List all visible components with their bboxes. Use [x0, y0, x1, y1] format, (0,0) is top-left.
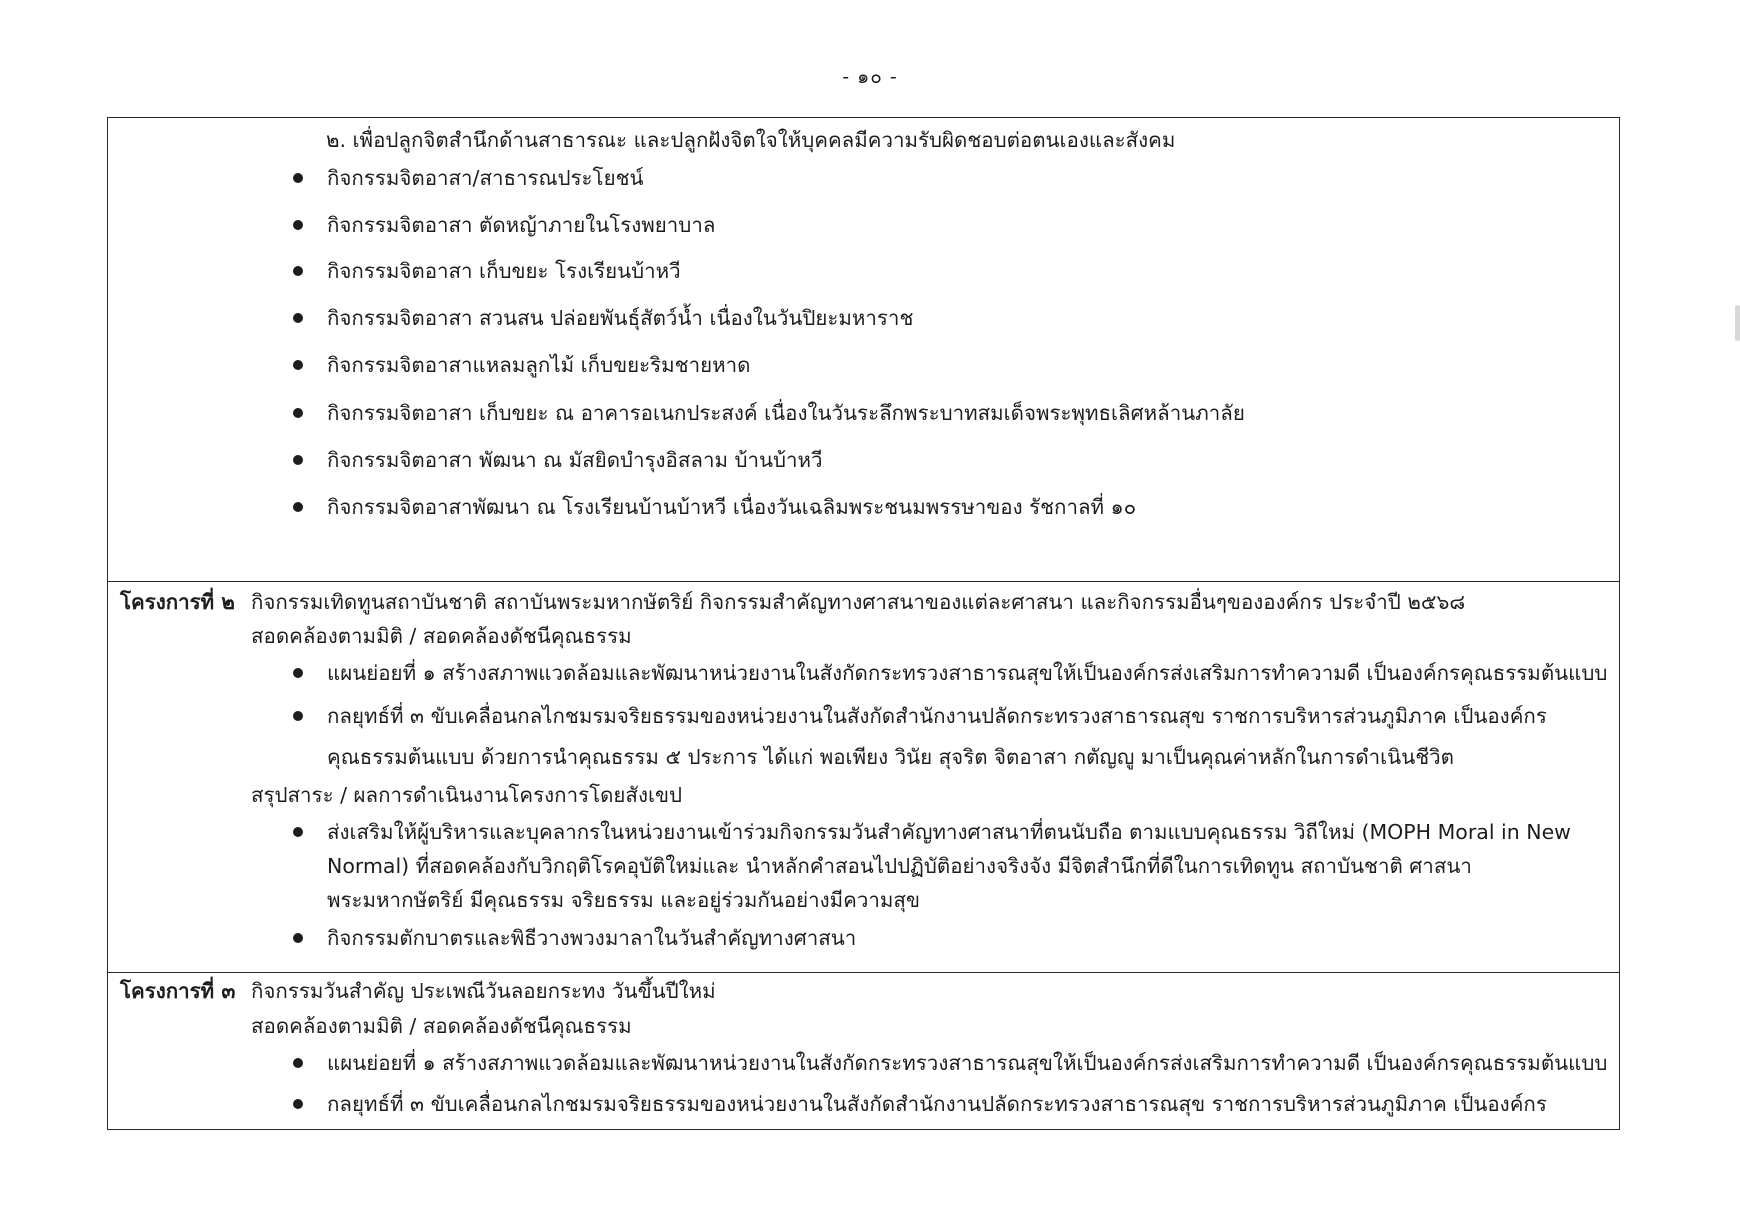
bullet-icon — [293, 933, 303, 943]
project-table — [107, 117, 1620, 1130]
list-item: กิจกรรมจิตอาสาแหลมลูกไม้ เก็บขยะริมชายหาด — [327, 353, 751, 377]
bullet-icon — [293, 455, 303, 465]
summary-heading: สรุปสาระ / ผลการดำเนินงานโครงการโดยสังเขป — [251, 783, 682, 807]
project-1-row — [108, 118, 1619, 581]
list-item: แผนย่อยที่ ๑ สร้างสภาพแวดล้อมและพัฒนาหน่วยงานในสังกัดกระทรวงสาธารณสุขให้เป็นองค์กรส่งเสริมการทำความดี เป็นองค์กรคุณธรรมต้นแบบ — [327, 661, 1608, 685]
project-2-row — [108, 581, 1619, 972]
project-title: กิจกรรมเทิดทูนสถาบันชาติ สถาบันพระมหากษัตริย์ กิจกรรมสำคัญทางศาสนาของแต่ละศาสนา และกิจกรรมอื่นๆขององค์กร ประจำปี ๒๕๖๘ — [251, 590, 1466, 614]
list-item: กลยุทธ์ที่ ๓ ขับเคลื่อนกลไกชมรมจริยธรรมของหน่วยงานในสังกัดสำนักงานปลัดกระทรวงสาธารณสุข ราชการบริหารส่วนภูมิภาค เป็นองค์กร — [327, 1092, 1547, 1116]
list-item-continuation: คุณธรรมต้นแบบ ด้วยการนำคุณธรรม ๕ ประการ ได้แก่ พอเพียง วินัย สุจริต จิตอาสา กตัญญู มาเป็นคุณค่าหลักในการดำเนินชีวิต — [327, 745, 1454, 769]
alignment-heading: สอดคล้องตามมิติ / สอดคล้องดัชนีคุณธรรม — [251, 624, 632, 648]
page-number: - ๑๐ - — [842, 66, 898, 88]
list-item: กิจกรรมจิตอาสา เก็บขยะ ณ อาคารอเนกประสงค์ เนื่องในวันระลึกพระบาทสมเด็จพระพุทธเลิศหล้านภาลัย — [327, 401, 1245, 425]
bullet-icon — [293, 668, 303, 678]
list-item: ส่งเสริมให้ผู้บริหารและบุคลากรในหน่วยงานเข้าร่วมกิจกรรมวันสำคัญทางศาสนาที่ตนนับถือ ตามแบบคุณธรรม วิถีใหม่ (MOPH Moral in New — [327, 820, 1571, 844]
project-label: โครงการที่ ๓ — [120, 979, 236, 1003]
bullet-icon — [293, 1058, 303, 1068]
list-item: กิจกรรมจิตอาสา พัฒนา ณ มัสยิดบำรุงอิสลาม บ้านบ้าหวี — [327, 448, 823, 472]
list-item: กิจกรรมจิตอาสา เก็บขยะ โรงเรียนบ้าหวี — [327, 259, 681, 283]
list-item: กิจกรรมจิตอาสา ตัดหญ้าภายในโรงพยาบาล — [327, 213, 716, 237]
list-item: กิจกรรมจิตอาสาพัฒนา ณ โรงเรียนบ้านบ้าหวี เนื่องวันเฉลิมพระชนมพรรษาของ รัชกาลที่ ๑๐ — [327, 495, 1137, 519]
scan-edge-mark — [1735, 305, 1740, 341]
bullet-icon — [293, 360, 303, 370]
bullet-icon — [293, 502, 303, 512]
bullet-icon — [293, 173, 303, 183]
list-item-continuation: Normal) ที่สอดคล้องกับวิกฤติโรคอุบัติใหม่และ นำหลักคำสอนไปปฏิบัติอย่างจริงจัง มีจิตสำนึกที่ดีในการเทิดทูน สถาบันชาติ ศาสนา — [327, 854, 1472, 878]
project-3-row — [108, 972, 1619, 1129]
bullet-icon — [293, 827, 303, 837]
list-item: กิจกรรมตักบาตรและพิธีวางพวงมาลาในวันสำคัญทางศาสนา — [327, 926, 857, 950]
alignment-heading: สอดคล้องตามมิติ / สอดคล้องดัชนีคุณธรรม — [251, 1014, 632, 1038]
list-item: กิจกรรมจิตอาสา สวนสน ปล่อยพันธุ์สัตว์น้ำ เนื่องในวันปิยะมหาราช — [327, 306, 914, 330]
list-item: กลยุทธ์ที่ ๓ ขับเคลื่อนกลไกชมรมจริยธรรมของหน่วยงานในสังกัดสำนักงานปลัดกระทรวงสาธารณสุข ราชการบริหารส่วนภูมิภาค เป็นองค์กร — [327, 704, 1547, 728]
bullet-icon — [293, 266, 303, 276]
bullet-icon — [293, 1099, 303, 1109]
list-item: กิจกรรมจิตอาสา/สาธารณประโยชน์ — [327, 166, 644, 190]
bullet-icon — [293, 220, 303, 230]
project-title: กิจกรรมวันสำคัญ ประเพณีวันลอยกระทง วันขึ้นปีใหม่ — [251, 979, 716, 1003]
list-item: แผนย่อยที่ ๑ สร้างสภาพแวดล้อมและพัฒนาหน่วยงานในสังกัดกระทรวงสาธารณสุขให้เป็นองค์กรส่งเสริมการทำความดี เป็นองค์กรคุณธรรมต้นแบบ — [327, 1051, 1608, 1075]
bullet-icon — [293, 711, 303, 721]
bullet-icon — [293, 408, 303, 418]
list-item-continuation: พระมหากษัตริย์ มีคุณธรรม จริยธรรม และอยู่ร่วมกันอย่างมีความสุข — [327, 888, 920, 912]
project-label: โครงการที่ ๒ — [120, 590, 235, 614]
objective-text: ๒. เพื่อปลูกจิตสำนึกด้านสาธารณะ และปลูกฝังจิตใจให้บุคคลมีความรับผิดชอบต่อตนเองและสังคม — [326, 128, 1176, 152]
bullet-icon — [293, 313, 303, 323]
